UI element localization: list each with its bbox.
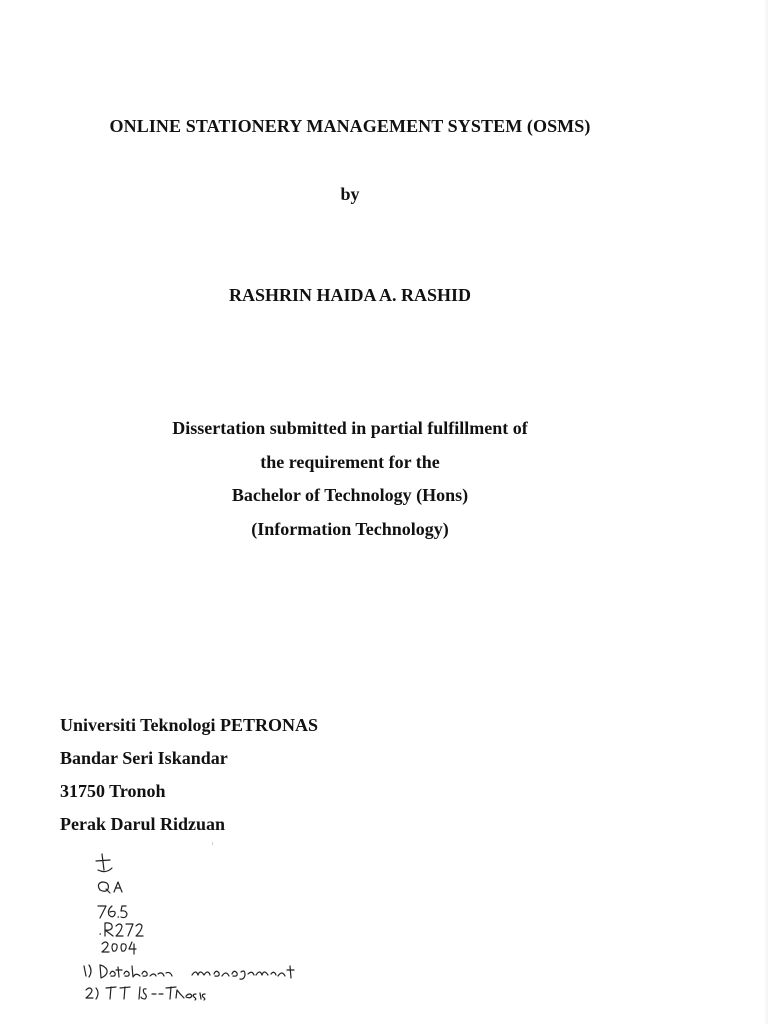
document-title: ONLINE STATIONERY MANAGEMENT SYSTEM (OSMS) bbox=[109, 116, 591, 136]
author-name: RASHRIN HAIDA A. RASHID bbox=[228, 285, 472, 305]
by-line: by bbox=[340, 184, 360, 204]
statement-line: Dissertation submitted in partial fulfillment of bbox=[172, 418, 528, 438]
handwritten-call-number-annotation bbox=[80, 848, 320, 1008]
address-line: Bandar Seri Iskandar bbox=[60, 748, 228, 768]
dissertation-statement bbox=[0, 416, 700, 550]
university-address bbox=[60, 713, 318, 845]
statement-line: Bachelor of Technology (Hons) bbox=[231, 485, 469, 505]
address-line: Universiti Teknologi PETRONAS bbox=[60, 715, 319, 735]
page-edge-shadow bbox=[764, 0, 768, 1024]
scan-speck bbox=[212, 842, 213, 845]
statement-line: the requirement for the bbox=[260, 451, 440, 472]
statement-line: (Information Technology) bbox=[251, 518, 449, 539]
address-line: Perak Darul Ridzuan bbox=[60, 814, 226, 834]
address-line: 31750 Tronoh bbox=[60, 781, 166, 801]
